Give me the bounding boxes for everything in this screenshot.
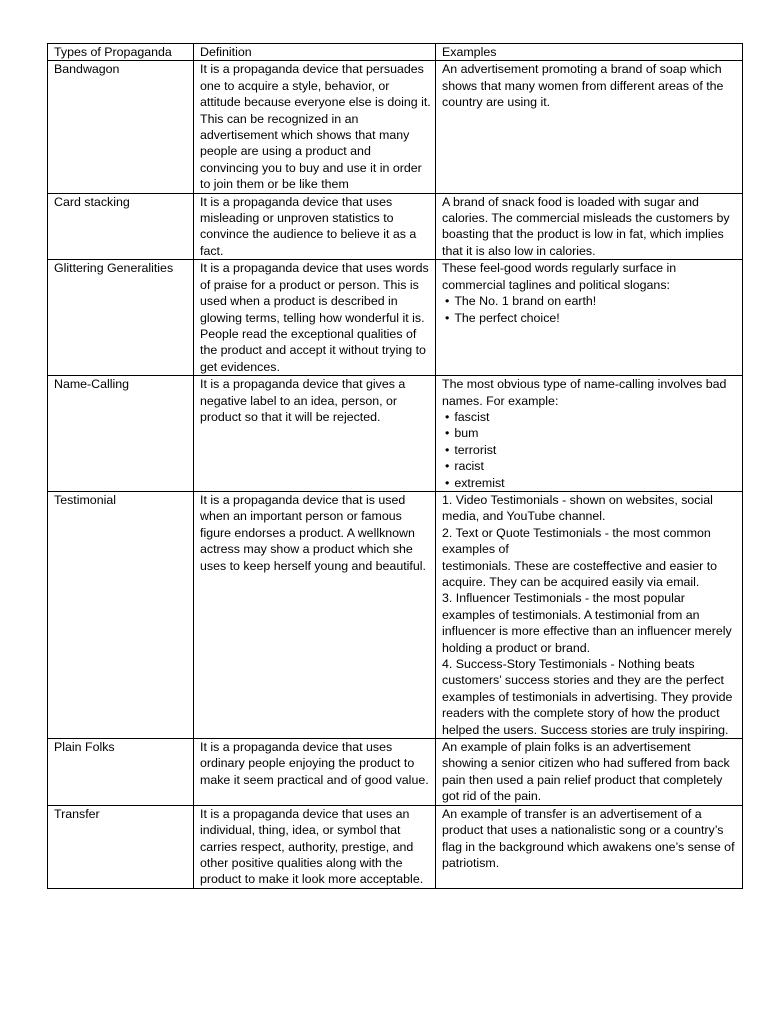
examples-cell (436, 193, 743, 260)
propaganda-type-cell: Bandwagon (48, 61, 194, 193)
example-text: 2. Text or Quote Testimonials - the most common examples of (442, 525, 711, 557)
examples-cell (436, 61, 743, 193)
table-row (48, 260, 743, 376)
bullet-item: • terrorist (442, 442, 738, 458)
example-text: 1. Video Testimonials - shown on websites, social media, and YouTube channel. (442, 492, 713, 524)
table-row (48, 491, 743, 738)
bullet-item: • racist (442, 458, 738, 474)
propaganda-type-cell: Plain Folks (48, 739, 194, 806)
propaganda-type-cell: Transfer (48, 805, 194, 888)
examples-cell (436, 260, 743, 376)
definition-cell: It is a propaganda device that uses ordinary people enjoying the product to make it seem practical and of good value. (194, 739, 436, 806)
propaganda-type-cell: Glittering Generalities (48, 260, 194, 376)
definition-cell: It is a propaganda device that uses words of praise for a product or person. This is used when a product is described in glowing terms, telling how wonderful it is. People read the exceptional qualities of the product and accept it without trying to get evidences. (194, 260, 436, 376)
propaganda-table (47, 43, 743, 889)
column-header-types: Types of Propaganda (48, 44, 194, 61)
example-text: 4. Success-Story Testimonials - Nothing beats customers’ success stories and they are the perfect examples of testimonials in advertising. They provide readers with the complete story of how the product helped the users. Success stories are truly inspiring. (442, 657, 733, 737)
definition-cell: It is a propaganda device that uses misleading or unproven statistics to convince the audience to believe it as a fact. (194, 193, 436, 260)
table-header-row (48, 44, 743, 61)
example-text: An example of plain folks is an advertisement showing a senior citizen who had suffered from back pain then used a pain relief product that completely got rid of the pain. (442, 740, 730, 804)
example-text: A brand of snack food is loaded with sugar and calories. The commercial misleads the customers by boasting that the product is low in fat, which implies that it is also low in calories. (442, 194, 730, 258)
bullet-item: • bum (442, 425, 738, 441)
example-bullet-list (442, 409, 738, 491)
propaganda-type-cell: Name-Calling (48, 376, 194, 492)
examples-cell (436, 805, 743, 888)
example-text: An advertisement promoting a brand of soap which shows that many women from different areas of the country are using it. (442, 62, 724, 110)
examples-cell (436, 491, 743, 738)
bullet-item: • extremist (442, 475, 738, 491)
column-header-examples: Examples (436, 44, 743, 61)
table-row (48, 193, 743, 260)
examples-cell (436, 376, 743, 492)
column-header-definition: Definition (194, 44, 436, 61)
bullet-item: • The No. 1 brand on earth! (442, 293, 738, 309)
bullet-item: • The perfect choice! (442, 310, 738, 326)
table-row (48, 805, 743, 888)
table-row (48, 739, 743, 806)
bullet-item: • fascist (442, 409, 738, 425)
table-row (48, 376, 743, 492)
definition-cell: It is a propaganda device that persuades one to acquire a style, behavior, or attitude because everyone else is doing it. This can be recognized in an advertisement which shows that many people are using a product and convincing you to buy and use it in order to join them or be like them (194, 61, 436, 193)
definition-cell: It is a propaganda device that uses an individual, thing, idea, or symbol that carries respect, authority, prestige, and other positive qualities along with the product to make it look more acceptable. (194, 805, 436, 888)
example-bullet-list (442, 293, 738, 326)
table-row (48, 61, 743, 193)
propaganda-type-cell: Testimonial (48, 491, 194, 738)
example-text: The most obvious type of name-calling involves bad names. For example: (442, 377, 727, 408)
example-text: These feel-good words regularly surface in commercial taglines and political slogans: (442, 261, 677, 292)
examples-cell (436, 739, 743, 806)
example-text: An example of transfer is an advertisement of a product that uses a nationalistic song or a country’s flag in the background which awakens one’s sense of patriotism. (442, 806, 735, 870)
definition-cell: It is a propaganda device that is used when an important person or famous figure endorses a product. A wellknown actress may show a product which she uses to keep herself young and beautiful. (194, 491, 436, 738)
example-text: testimonials. These are costeffective and easier to acquire. They can be acquired easily via email. (442, 558, 718, 589)
propaganda-type-cell: Card stacking (48, 193, 194, 260)
example-text: 3. Influencer Testimonials - the most popular examples of testimonials. A testimonial from an influencer is more effective than an influencer merely holding a product or brand. (442, 591, 732, 655)
definition-cell: It is a propaganda device that gives a negative label to an idea, person, or product so that it will be rejected. (194, 376, 436, 492)
